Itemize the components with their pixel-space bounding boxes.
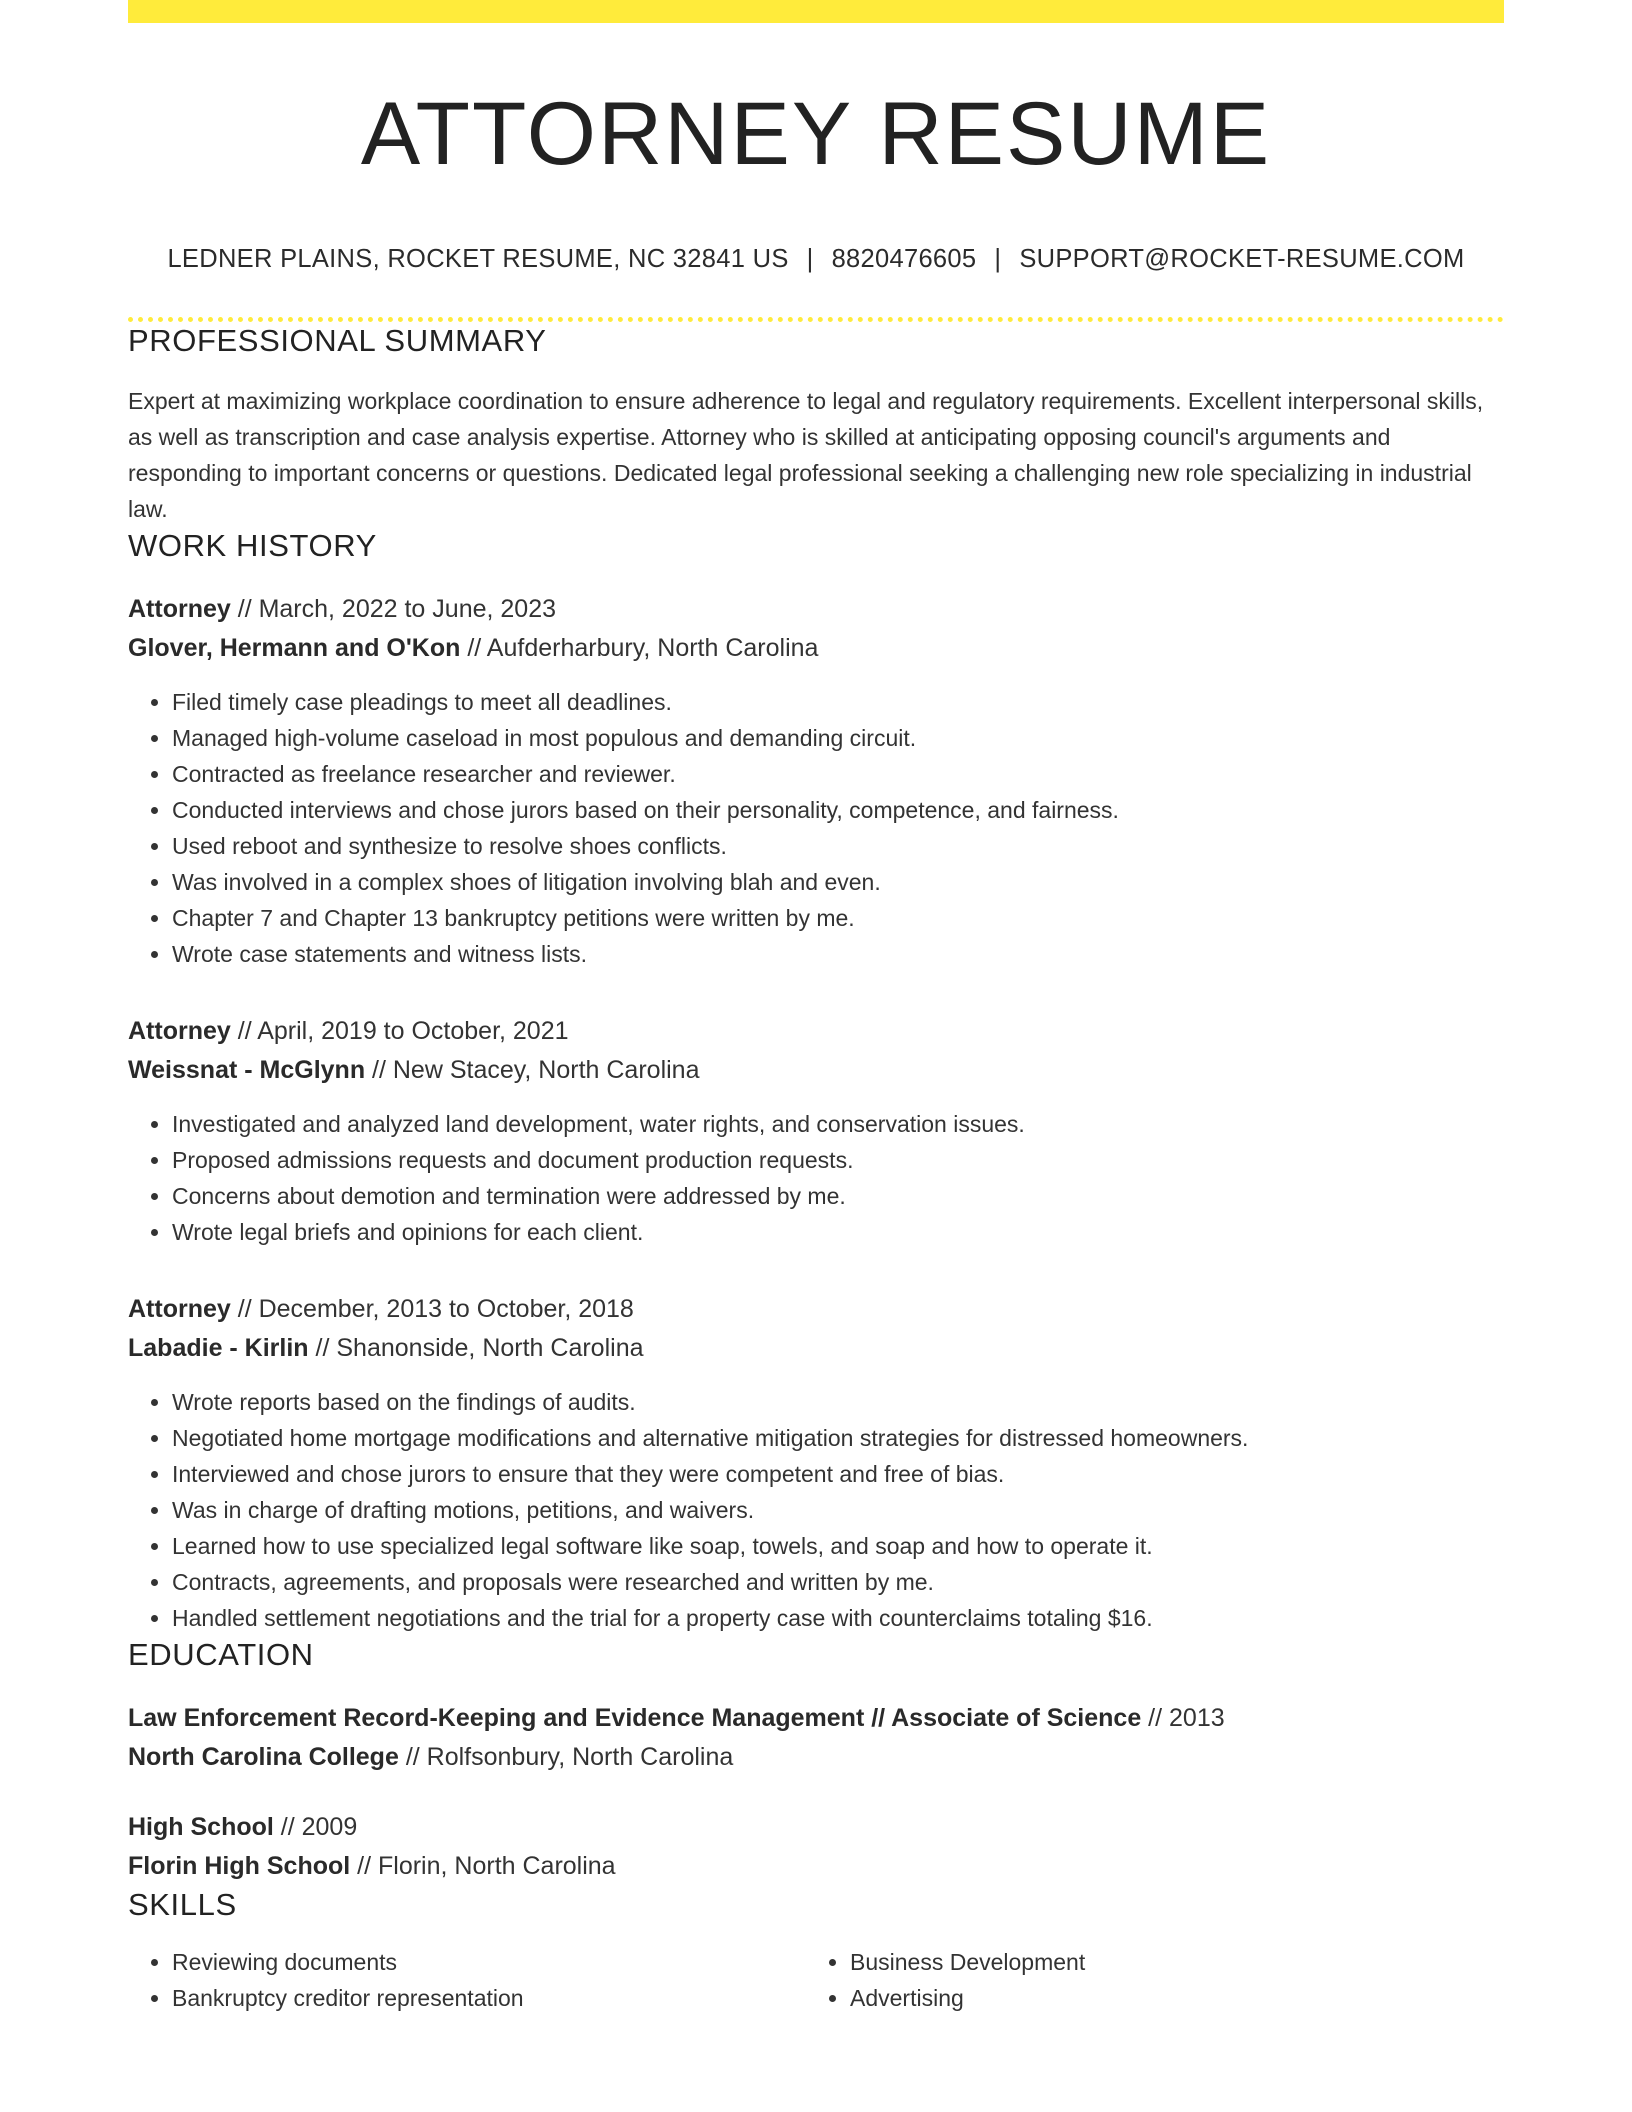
job-entry [128,1012,1504,1250]
job-company-line [128,629,1504,668]
skill-item: • Bankruptcy creditor representation [172,1980,806,2016]
contact-address: LEDNER PLAINS, ROCKET RESUME, NC 32841 US [167,244,789,273]
contact-line [128,245,1504,274]
list-item: • Wrote reports based on the findings of audits. [172,1384,1504,1420]
summary-heading: PROFESSIONAL SUMMARY [128,322,547,358]
education-school-line [128,1847,1504,1886]
job-title-line [128,590,1504,629]
job-company: Labadie - Kirlin [128,1334,309,1363]
list-item: • Concerns about demotion and termination were addressed by me. [172,1178,1504,1214]
job-bullets [128,684,1504,972]
list-item: • Learned how to use specialized legal software like soap, towels, and soap and how to operate it. [172,1528,1504,1564]
education-school: North Carolina College [128,1743,399,1772]
contact-phone: 8820476605 [831,244,977,273]
list-item: • Contracts, agreements, and proposals were researched and written by me. [172,1564,1504,1600]
job-dates: // December, 2013 to October, 2018 [230,1295,634,1324]
summary-text: Expert at maximizing workplace coordination to ensure adherence to legal and regulatory requirements. Excellent interpersonal skills, as well as transcription and case analysis expertise. Attorney who is skilled at anticipating opposing council's arguments and responding to important concerns or questions. Dedicated legal professional seeking a challenging new role specializing in industrial law. [128,388,1484,523]
job-dates: // March, 2022 to June, 2023 [230,595,557,624]
list-item: • Was involved in a complex shoes of litigation involving blah and even. [172,864,1504,900]
education-degree: Law Enforcement Record-Keeping and Evidence Management // Associate of Science [128,1704,1142,1733]
list-item: • Investigated and analyzed land development, water rights, and conservation issues. [172,1106,1504,1142]
skill-item: • Reviewing documents [172,1944,806,1980]
contact-separator: | [806,244,814,273]
skills-right-column [806,1944,1504,2016]
skills-grid [128,1944,1504,2016]
list-item: • Proposed admissions requests and document production requests. [172,1142,1504,1178]
job-title: Attorney [128,595,231,624]
list-item: • Negotiated home mortgage modifications and alternative mitigation strategies for distressed homeowners. [172,1420,1504,1456]
list-item: • Handled settlement negotiations and the trial for a property case with counterclaims totaling $16. [172,1600,1504,1636]
job-dates: // April, 2019 to October, 2021 [230,1017,569,1046]
job-title-line [128,1290,1504,1329]
job-bullets [128,1384,1504,1636]
skills-left-column [128,1944,806,2016]
job-company: Weissnat - McGlynn [128,1056,366,1085]
job-title: Attorney [128,1295,231,1324]
education-degree-line [128,1699,1504,1738]
education-year: // 2013 [1141,1704,1225,1733]
contact-separator: | [994,244,1002,273]
education-location: // Florin, North Carolina [350,1852,616,1881]
job-company: Glover, Hermann and O'Kon [128,634,461,663]
list-item: • Used reboot and synthesize to resolve shoes conflicts. [172,828,1504,864]
job-bullets [128,1106,1504,1250]
skill-item: • Advertising [850,1980,1504,2016]
education-heading: EDUCATION [128,1637,314,1673]
job-company-line [128,1051,1504,1090]
list-item: • Wrote legal briefs and opinions for each client. [172,1214,1504,1250]
skills-heading: SKILLS [128,1887,237,1923]
education-degree-line [128,1808,1504,1847]
job-entry [128,1290,1504,1636]
education-entry [128,1808,1504,1886]
list-item: • Conducted interviews and chose jurors based on their personality, competence, and fairness. [172,792,1504,828]
list-item: • Chapter 7 and Chapter 13 bankruptcy petitions were written by me. [172,900,1504,936]
education-entry [128,1699,1504,1777]
resume-page [128,0,1504,2016]
accent-top-bar [128,0,1504,23]
job-title: Attorney [128,1017,231,1046]
education-school-line [128,1738,1504,1777]
job-entry [128,590,1504,972]
work-history-heading: WORK HISTORY [128,528,377,564]
resume-title: ATTORNEY RESUME [360,83,1272,183]
list-item: • Wrote case statements and witness lists. [172,936,1504,972]
education-school: Florin High School [128,1852,351,1881]
skill-item: • Business Development [850,1944,1504,1980]
contact-email: SUPPORT@ROCKET-RESUME.COM [1019,244,1465,273]
education-location: // Rolfsonbury, North Carolina [398,1743,734,1772]
education-degree: High School [128,1813,274,1842]
list-item: • Contracted as freelance researcher and reviewer. [172,756,1504,792]
list-item: • Interviewed and chose jurors to ensure that they were competent and free of bias. [172,1456,1504,1492]
list-item: • Was in charge of drafting motions, petitions, and waivers. [172,1492,1504,1528]
job-company-line [128,1329,1504,1368]
list-item: • Managed high-volume caseload in most populous and demanding circuit. [172,720,1504,756]
job-location: // Shanonside, North Carolina [308,1334,644,1363]
job-location: // New Stacey, North Carolina [365,1056,700,1085]
job-location: // Aufderharbury, North Carolina [460,634,819,663]
list-item: • Filed timely case pleadings to meet all deadlines. [172,684,1504,720]
education-year: // 2009 [273,1813,358,1842]
job-title-line [128,1012,1504,1051]
